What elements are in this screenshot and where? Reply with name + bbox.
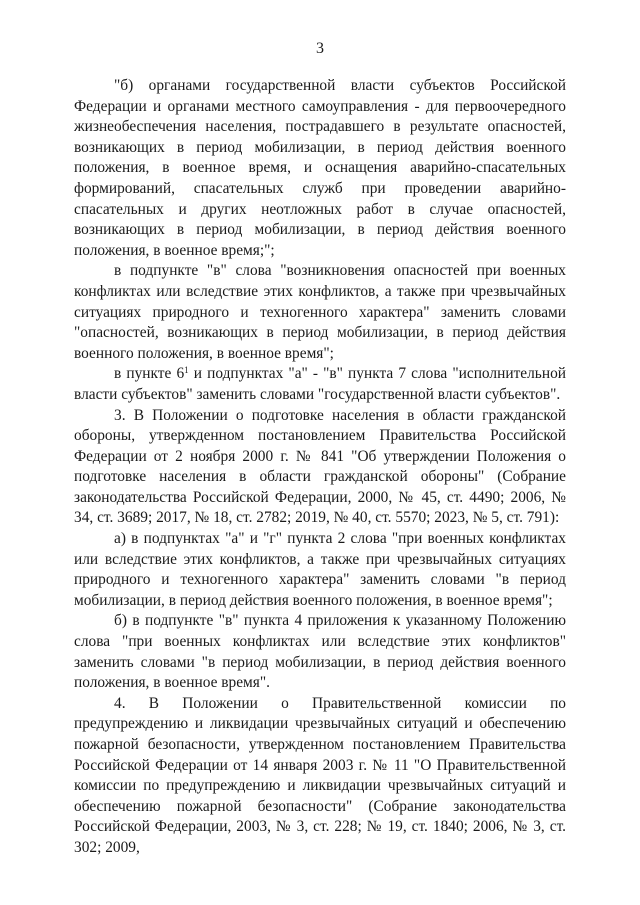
paragraph-6: б) в подпункте "в" пункта 4 приложения к указанному Положению слова "при военных конфликтах или вследствие этих конфликтов" заменить словами "в период мобилизации, в период действия военного положения, в военное время". bbox=[74, 612, 566, 692]
page-number: 3 bbox=[316, 40, 324, 57]
paragraph-5: а) в подпунктах "а" и "г" пункта 2 слова "при военных конфликтах или вследствие этих конфликтов, а также при чрезвычайных ситуациях природного и техногенного характера" заменить словами "в период мобилизации, в период действия военного положения, в военное время"; bbox=[74, 530, 566, 609]
paragraph-3-text-after: и подпунктах "а" - "в" пункта 7 слова "исполнительной власти субъектов" заменить словами "государственной власти субъектов". bbox=[74, 365, 566, 403]
paragraph-3-superscript: 1 bbox=[184, 365, 189, 376]
document-body bbox=[74, 76, 566, 859]
paragraph-2: в подпункте "в" слова "возникновения опасностей при военных конфликтах или вследствие этих конфликтов, а также при чрезвычайных ситуациях природного и техногенного характера" заменить словами "опасностей, возникающих в период мобилизации, в период действия военного положения, в военное время"; bbox=[74, 262, 566, 362]
paragraph-3 bbox=[74, 364, 566, 405]
paragraph-4: 3. В Положении о подготовке населения в области гражданской обороны, утвержденном постановлением Правительства Российской Федерации от 2 ноября 2000 г. № 841 "Об утверждении Положения о подготовке населения в области гражданской обороны" (Собрание законодательства Российской Федерации, 2000, № 45, ст. 4490; 2006, № 34, ст. 3689; 2017, № 18, ст. 2782; 2019, № 40, ст. 5570; 2023, № 5, ст. 791): bbox=[74, 406, 566, 527]
paragraph-7: 4. В Положении о Правительственной комиссии по предупреждению и ликвидации чрезвычайных ситуаций и обеспечению пожарной безопасности, утвержденном постановлением Правительства Российской Федерации от 14 января 2003 г. № 11 "О Правительственной комиссии по предупреждению и ликвидации чрезвычайных ситуаций и обеспечению пожарной безопасности" (Собрание законодательства Российской Федерации, 2003, № 3, ст. 228; № 19, ст. 1840; 2006, № 3, ст. 302; 2009, bbox=[74, 694, 566, 856]
paragraph-1: "б) органами государственной власти субъектов Российской Федерации и органами местного самоуправления - для первоочередного жизнеобеспечения населения, пострадавшего в результате опасностей, возникающих в период мобилизации, в период действия военного положения, в военное время, и оснащения аварийно-спасательных формирований, спасательных служб при проведении аварийно-спасательных и других неотложных работ в случае опасностей, возникающих в период мобилизации, в период действия военного положения, в военное время;"; bbox=[74, 77, 566, 259]
paragraph-3-text-before: в пункте 6 bbox=[114, 365, 185, 383]
